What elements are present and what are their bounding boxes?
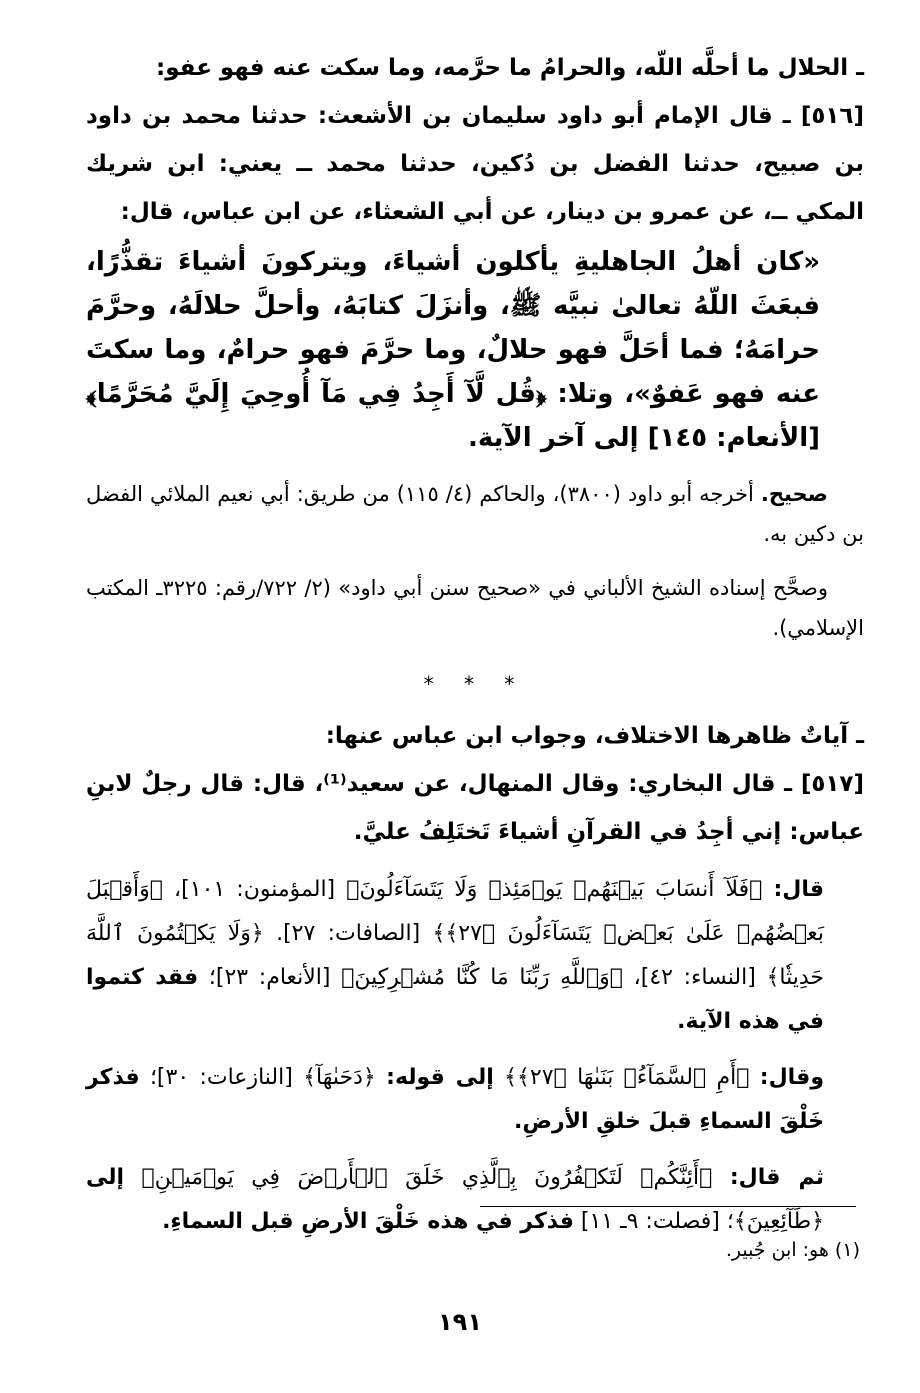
quran-verse: ﴿طَآئِعِينَ﴾؛ [فصلت: ٩ـ ١١] [580, 1209, 824, 1234]
paragraph-517-2 [86, 1056, 864, 1144]
quran-verse: ﴿أَمِ ٱلسَّمَآءُۚ بَنَىٰهَا ﴿٢٧﴾﴾ [504, 1065, 750, 1090]
para-tail: فذكر في هذه خَلْقَ الأرضِ قبل السماءِ. [162, 1209, 574, 1234]
page-body [86, 44, 864, 1244]
quran-verses: ﴿فَلَآ أَنسَابَ بَيۡنَهُمۡ يَوۡمَئِذٖ وَلَا يَتَسَآءَلُونَ﴾ [المؤمنون: ١٠١]، ﴿وَأَقۡبَلَ بَعۡضُهُمۡ عَلَىٰ بَعۡضٖ يَتَسَآءَلُونَ ﴿٢٧﴾﴾ [الصافات: ٢٧]. ﴿وَلَا يَكۡتُمُونَ ٱللَّهَ حَدِيثٗا﴾ [النساء: ٤٢]، ﴿وَٱللَّهِ رَبِّنَا مَا كُنَّا مُشۡرِكِينَ﴾ [الأنعام: ٢٣]؛ [86, 877, 824, 990]
hadith-text-516: «كان أهلُ الجاهليةِ يأكلون أشياءَ، ويتركونَ أشياءَ تقذُّرًا، فبعَثَ اللّهُ تعالىٰ نبيَّه ﷺ، وأنزَلَ كتابَهُ، وأحلَّ حلالَهُ، وحرَّمَ حرامَهُ؛ فما أحَلَّ فهو حلالٌ، وما حرَّمَ فهو حرامٌ، وما سكتَ عنه فهو عَفوٌ»، وتلا: ﴿قُل لَّآ أَجِدُ فِي مَآ أُوحِيَ إِلَيَّ مُحَرَّمًا﴾ [الأنعام: ١٤٥] إلى آخر الآية. [86, 247, 820, 453]
para-mid: إلى [86, 1165, 125, 1190]
isnad-516: [٥١٦] ـ قال الإمام أبو داود سليمان بن الأشعث: حدثنا محمد بن داود بن صبيح، حدثنا الفضل بن دُكين، حدثنا محمد ــ يعني: ابن شريك المكي ــ، عن عمرو بن دينار، عن أبي الشعثاء، عن ابن عباس، قال: [86, 103, 864, 225]
para-mid: إلى قوله: [386, 1065, 494, 1090]
paragraph-517-1 [86, 868, 864, 1044]
para-label: قال: [773, 877, 824, 902]
footnote-divider [480, 1206, 856, 1207]
albani-note-516: وصحَّح إسناده الشيخ الألباني في «صحيح سنن أبي داود» (٢/ ٧٢٢/رقم: ٣٢٢٥ـ المكتب الإسلامي). [86, 576, 864, 640]
isnad-517: [٥١٧] ـ قال البخاري: وقال المنهال، عن سعيد⁽¹⁾، قال: قال رجلٌ لابنِ عباس: إني أجِدُ في القرآنِ أشياءَ تَختَلِفُ عليَّ. [86, 771, 864, 845]
section-separator: * * * [423, 672, 527, 696]
grading-text: أخرجه أبو داود (٣٨٠٠)، والحاكم (٤/ ١١٥) من طريق: أبي نعيم الملائي الفضل بن دكين به. [86, 482, 864, 546]
para-tail: فذكر خَلْقَ السماءِ قبلَ خلقِ الأرضِ. [86, 1065, 824, 1134]
quran-verse: ﴿دَحَىٰهَآ﴾ [النازعات: ٣٠]؛ [149, 1065, 376, 1090]
para-tail: فقد كتموا في هذه الآية. [86, 965, 824, 1034]
paragraph-517-3 [86, 1156, 864, 1244]
section-heading-517: ـ آياتٌ ظاهرها الاختلاف، وجواب ابن عباس عنها: [325, 723, 864, 749]
page-number: ١٩١ [438, 1308, 482, 1336]
footnote: (١) هو: ابن جُبير. [725, 1239, 860, 1261]
quran-verse: ﴿أَئِنَّكُمۡ لَتَكۡفُرُونَ بِٱلَّذِي خَلَقَ ٱلۡأَرۡضَ فِي يَوۡمَيۡنِ﴾ [141, 1165, 713, 1190]
grading-label: صحيح. [760, 482, 828, 506]
para-label: ثم قال: [729, 1165, 825, 1190]
grading-516 [86, 474, 864, 554]
section-heading-516: ـ الحلال ما أحلَّه اللّه، والحرامُ ما حرَّمه، وما سكت عنه فهو عفو: [156, 55, 864, 81]
para-label: وقال: [759, 1065, 825, 1090]
